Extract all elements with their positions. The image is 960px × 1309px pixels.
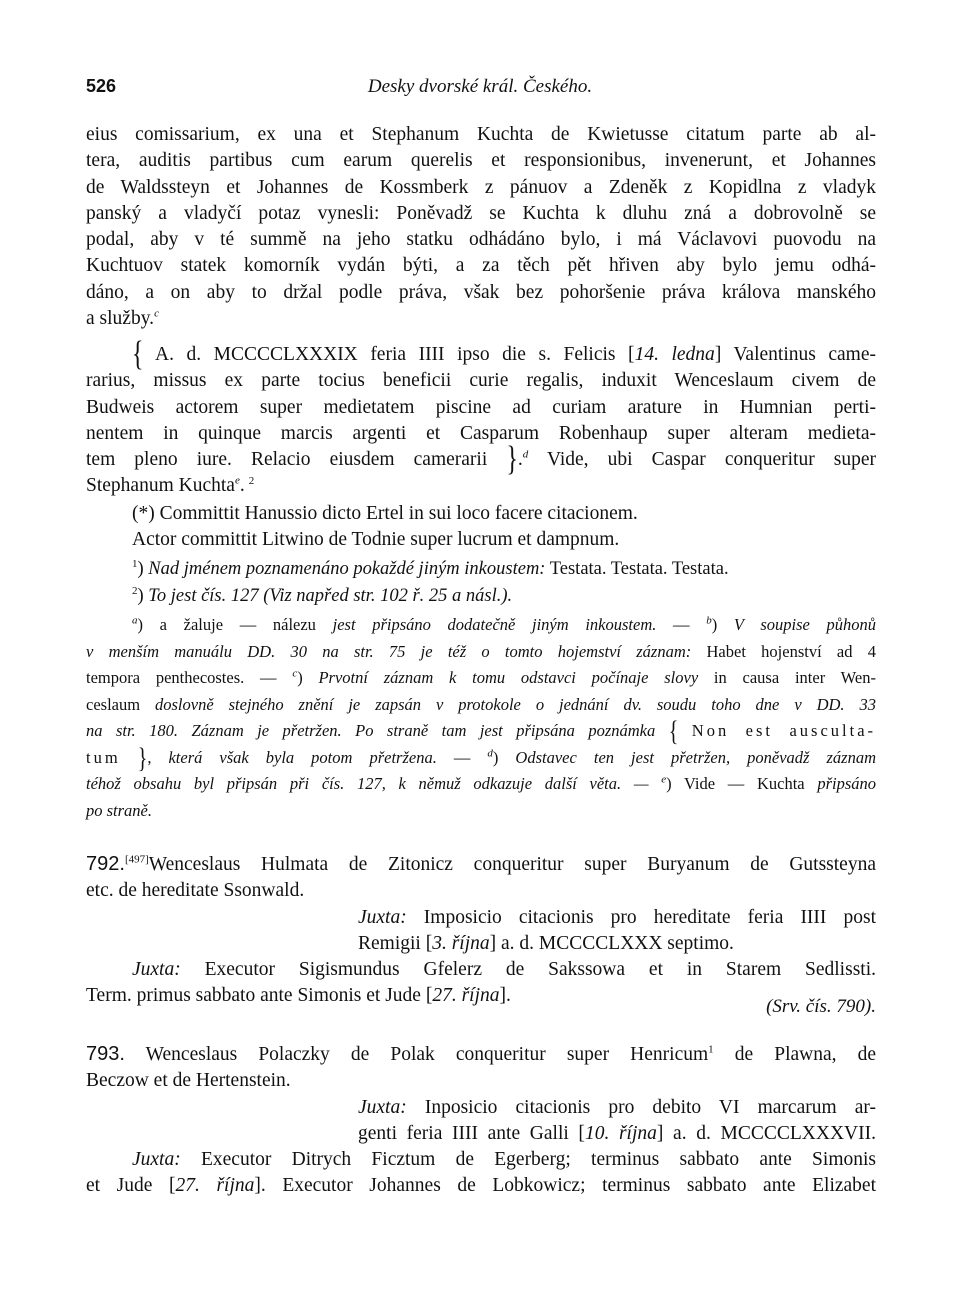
text-line: dáno, a on aby to držal podle práva, však bez pohoršenie práva králova manského	[86, 281, 876, 303]
variant-mark: d	[522, 448, 529, 461]
text-segment: Nad jménem poznamenáno pokaždé jiným inkoustem:	[148, 559, 546, 579]
text-segment: po straně.	[86, 800, 152, 820]
juxta-label: Juxta:	[132, 959, 181, 981]
text-segment: Habet hojenství ad 4	[691, 641, 876, 661]
text-segment: tem pleno iure. Relacio eiusdem camerarii	[86, 449, 488, 471]
footnote-ref: 1	[708, 1043, 714, 1056]
text-segment: Wenceslaus Polaczky de Polak conqueritur super Henricum	[124, 1044, 709, 1065]
footnote-number: 1	[132, 557, 138, 570]
text-line: de Waldssteyn et Johannes de Kossmberk z pánuov a Zdeněk z Kopidlna z vladyk	[86, 176, 876, 198]
text-segment: genti feria IIII ante Galli [	[358, 1122, 585, 1144]
text-segment: de Plawna, de	[713, 1044, 876, 1065]
text-segment: tempora penthecostes. —	[86, 668, 293, 687]
text-segment: tum	[86, 747, 121, 767]
page-header	[86, 76, 874, 100]
footnote-ref: 2	[248, 474, 255, 487]
text-segment: Odstavec ten jest přetržen, poněvadž záznam	[498, 747, 876, 767]
text-segment: připsáno	[817, 774, 877, 793]
text-segment: která však byla potom přetržena.	[151, 747, 437, 767]
page-number: 526	[86, 76, 117, 96]
text-line: podal, aby v té summě na jeho statku odhádáno bylo, i má Václavovi puovodu na	[86, 229, 876, 251]
text-line: Beczow et de Hertenstein.	[86, 1070, 291, 1092]
text-segment: Stephanum Kuchta	[86, 475, 235, 497]
text-line: (*) Committit Hanussio dicto Ertel in sui loco facere citacionem.	[132, 503, 638, 524]
text-segment: et Jude [	[86, 1175, 176, 1197]
text-segment: Term. primus sabbato ante Simonis et Jude [	[86, 985, 433, 1007]
text-segment: Vide, ubi Caspar conqueritur super	[546, 449, 877, 471]
text-segment: ] a. d. MCCCCLXXXVII.	[656, 1122, 876, 1144]
footnote-2: $^2$) To jest čís. 127 (Viz napřed str. 102 ř. 25 a násl.).	[132, 584, 513, 606]
brace-close: }	[506, 441, 518, 480]
text-segment: ] a. d. MCCCCLXXX septimo.	[489, 932, 734, 954]
text-segment: Non est ausculta-	[691, 721, 877, 740]
text-segment: Executor Sigismundus Gfelerz de Sakssowa et in Starem Sedlissti.	[180, 959, 876, 981]
paragraph-judgment	[86, 122, 876, 332]
text-segment: Remigii [	[358, 932, 433, 954]
text-segment: Prvotní záznam k tomu odstavci počínaje slovy	[302, 668, 699, 687]
entry-792	[86, 851, 876, 1017]
text-segment: a žaluje — nálezu	[143, 615, 333, 634]
footnote-1: $^1$) Nad jménem poznamenáno pokaždé jiným inkoustem: Testata. Testata. Testata.	[132, 557, 729, 579]
date-gloss: 27. října	[175, 1175, 255, 1197]
date-gloss: 14. ledna	[634, 344, 715, 365]
juxta-label: Juxta:	[358, 906, 407, 928]
date-gloss: 27. října	[432, 985, 500, 1007]
paragraph-induction: { A. d. MCCCCLXXXIX feria IIII ipso die s. Felicis [14. ledna] Valentinus came- rarius, missus ex parte tocius beneficii curie regalis, induxit Wenceslaum civem de Budweis actorem super medietatem piscine ad curiam arature in Humnian perti- nentem in quinque marcis argenti et Casparum Robenhaup super alteram medieta- tem pleno iure. Relacio eiusdem camerarii }.$^d$ Vide, ubi Caspar conqueritur super Stephanum Kuchta$^e$. $^2$	[86, 336, 877, 497]
committit-notes	[86, 501, 876, 554]
text-segment: To jest čís. 127 (Viz napřed str. 102 ř. 25 a násl.).	[148, 585, 513, 606]
text-segment: jest připsáno dodatečně jiným inkoustem.	[332, 615, 657, 634]
text-line: Kuchtuov statek komorník vydán býti, a za těch pět hřiven aby bylo jemu odhá-	[86, 255, 876, 277]
text-line: tera, auditis partibus cum earum querelis et responsionibus, invenerunt, et Johannes	[86, 150, 876, 172]
text-line: nentem in quinque marcis argenti et Casparum Robenhaup super alteram medieta-	[86, 422, 876, 444]
text-segment: ]. Executor Johannes de Lobkowicz; terminus sabbato ante Elizabet	[254, 1175, 876, 1197]
text-line: Budweis actorem super medietatem piscine ad curiam arature in Humnian perti-	[86, 396, 876, 418]
cross-reference: (Srv. čís. 790).	[766, 996, 876, 1017]
text-segment: Inposicio citacionis pro debito VI marcarum ar-	[406, 1096, 876, 1118]
text-segment: ] Valentinus came-	[714, 344, 876, 365]
variant-mark: c	[154, 307, 159, 320]
juxta-label: Juxta:	[132, 1149, 181, 1171]
text-segment: téhož obsahu byl připsán při čís. 127, k němuž odkazuje další věta. —	[86, 774, 649, 793]
text-segment: V soupise půhonů	[733, 615, 876, 634]
text-segment: —	[436, 747, 488, 767]
text-segment: Vide — Kuchta	[671, 774, 818, 793]
entry-number: 793.	[86, 1043, 125, 1065]
date-gloss: 3. října	[432, 932, 490, 954]
text-segment: Wenceslaus Hulmata de Zitonicz conqueritur super Buryanum de Gutssteyna	[148, 854, 876, 875]
variant-mark: e	[661, 773, 667, 786]
footnotes	[86, 556, 876, 609]
running-title: Desky dvorské král. Českého.	[367, 76, 593, 97]
text-line: panský a vladyčí potaz vynesli: Poněvadž se Kuchta k dluhu zná a dobrovolně se	[86, 202, 876, 224]
text-segment: na str. 180. Záznam je přetržen. Po straně tam jest připsána poznámka	[86, 721, 656, 740]
date-gloss: 10. října	[584, 1122, 657, 1144]
text-segment: Executor Ditrych Ficztum de Egerberg; terminus sabbato ante Simonis	[180, 1149, 876, 1171]
variant-mark: e	[234, 474, 240, 487]
variant-mark: a	[132, 614, 138, 627]
text-line: Actor committit Litwino de Todnie super lucrum et dampnum.	[132, 529, 620, 551]
entry-ref: [497]	[124, 853, 149, 866]
brace-open: {	[132, 336, 144, 374]
text-segment: v menším manuálu DD. 30 na str. 75 je též o tomto hojemství záznam:	[86, 641, 692, 661]
variant-mark: b	[706, 614, 712, 627]
text-segment: doslovně stejného znění je zapsán v protokole o jednání dv. soudu toho dne v DD. 33	[155, 694, 876, 714]
footnote-number: 2	[132, 584, 138, 597]
entry-793	[86, 1041, 876, 1200]
variant-mark: c	[292, 667, 298, 680]
text-line: rarius, missus ex parte tocius beneficii curie regalis, induxit Wenceslaum civem de	[86, 370, 876, 392]
text-line: etc. de hereditate Ssonwald.	[86, 880, 305, 902]
text-line: a služby.	[86, 308, 155, 330]
text-line: eius comissarium, ex una et Stephanum Kuchta de Kwietusse citatum parte ab al-	[86, 124, 876, 145]
text-segment: A. d. MCCCCLXXXIX feria IIII ipso die s. Felicis [	[155, 344, 635, 365]
text-segment: ].	[499, 985, 511, 1007]
variant-mark: d	[487, 747, 493, 759]
text-segment: ceslaum	[86, 694, 156, 714]
text-segment: in causa inter Wen-	[698, 668, 876, 687]
entry-number: 792.	[86, 853, 125, 875]
text-segment: Testata. Testata. Testata.	[545, 559, 729, 579]
variant-notes: $^a$) a žaluje — nálezu jest připsáno dodatečně jiným inkoustem. — $^b$) V soupise půhonů v menším manuálu DD. 30 na str. 75 je též o tomto hojemství záznam: Habet hojenství ad 4 tempora penthecostes. — $^c$) Prvotní záznam k tomu odstavci počínaje slovy in causa inter Wen- ceslaum doslovně stejného znění je zapsán v protokole o jednání dv. soudu toho dne v DD. 33 na str. 180. Záznam je přetržen. Po straně tam jest připsána poznámka { Non est ausculta- tum }, která však byla potom přetržena. — $^d$) Odstavec ten jest přetržen, poněvadž záznam téhož obsahu byl připsán při čís. 127, k němuž odkazuje další věta. — $^e$) Vide — Kuchta připsáno po straně.	[86, 614, 877, 820]
text-segment: Imposicio citacionis pro hereditate feria IIII post	[406, 906, 876, 928]
juxta-label: Juxta:	[358, 1096, 407, 1118]
